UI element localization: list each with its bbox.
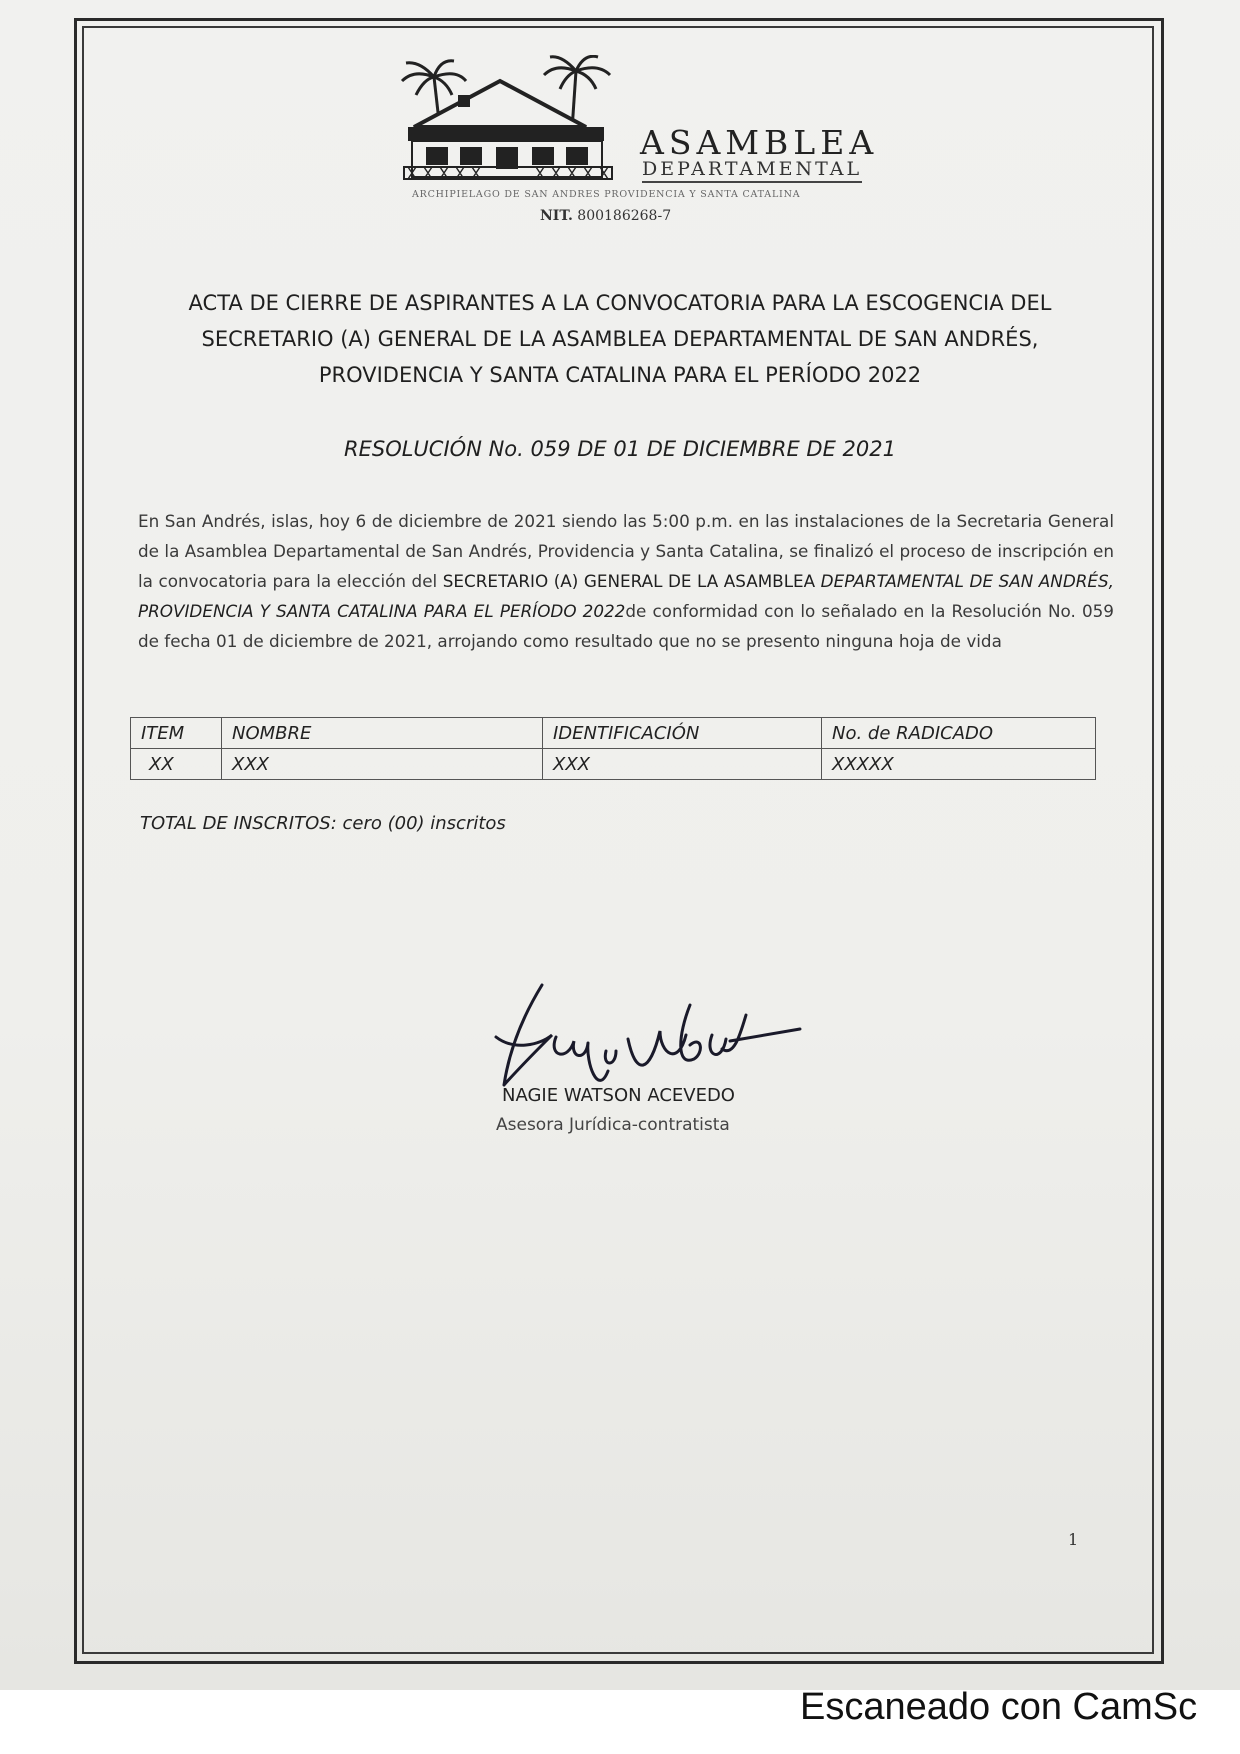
nit-label: NIT. [540,208,573,224]
nit-value: 800186268-7 [577,208,672,224]
title-line: SECRETARIO (A) GENERAL DE LA ASAMBLEA DEPARTAMENTAL DE SAN ANDRÉS, [201,327,1039,351]
house-palms-logo-icon [400,55,640,185]
org-region: ARCHIPIELAGO DE SAN ANDRES PROVIDENCIA Y SANTA CATALINA [412,189,801,200]
total-registered: TOTAL DE INSCRITOS: cero (00) inscritos [140,813,506,834]
body-text-bold: SECRETARIO (A) GENERAL DE LA ASAMBLEA [442,571,821,591]
table-cell: XX [131,749,222,780]
body-text-part: En San Andrés, islas, hoy 6 de diciembre de 2021 siendo las 5:00 p.m. en las instalaciones de la Secretaria General de la Asamblea Departamental de San Andrés, Providencia y Santa Catalina, se finalizó el proceso de inscripción en la convocatoria para la elección del [138,511,1114,591]
resolution-heading: RESOLUCIÓN No. 059 DE 01 DE DICIEMBRE DE 2021 [344,437,896,461]
table-cell: XXX [222,749,543,780]
body-text-italic: DEPARTAMENTAL DE SAN ANDRÉS, PROVIDENCIA Y SANTA CATALINA PARA EL PERÍODO 2022 [138,571,1115,621]
body-paragraph [138,506,1114,656]
table-cell: XXX [543,749,822,780]
table-header-row [131,718,1096,749]
column-header-item: ITEM [131,718,222,749]
table-row [131,749,1096,780]
table-cell: XXXXX [822,749,1096,780]
org-nit [540,208,671,224]
signer-name: NAGIE WATSON ACEVEDO [502,1085,735,1106]
document-title [150,285,1090,393]
column-header-radicado: No. de RADICADO [822,718,1096,749]
letterhead [400,55,890,240]
signer-role: Asesora Jurídica-contratista [496,1115,730,1135]
applicants-table [130,717,1096,780]
scanner-watermark: Escaneado con CamSc [800,1686,1198,1728]
column-header-nombre: NOMBRE [222,718,543,749]
page-number: 1 [1068,1530,1079,1549]
org-subtitle: DEPARTAMENTAL [642,158,862,183]
column-header-identificacion: IDENTIFICACIÓN [543,718,822,749]
title-line: ACTA DE CIERRE DE ASPIRANTES A LA CONVOCATORIA PARA LA ESCOGENCIA DEL [188,291,1052,315]
page-border-inner [82,26,1154,1654]
body-text-part: de conformidad con lo señalado en la Resolución No. 059 de fecha 01 de diciembre de 2021, arrojando como resultado que no se presento ninguna hoja de vida [138,601,1114,651]
title-line: PROVIDENCIA Y SANTA CATALINA PARA EL PERÍODO 2022 [318,363,922,387]
org-name: ASAMBLEA [640,123,879,162]
